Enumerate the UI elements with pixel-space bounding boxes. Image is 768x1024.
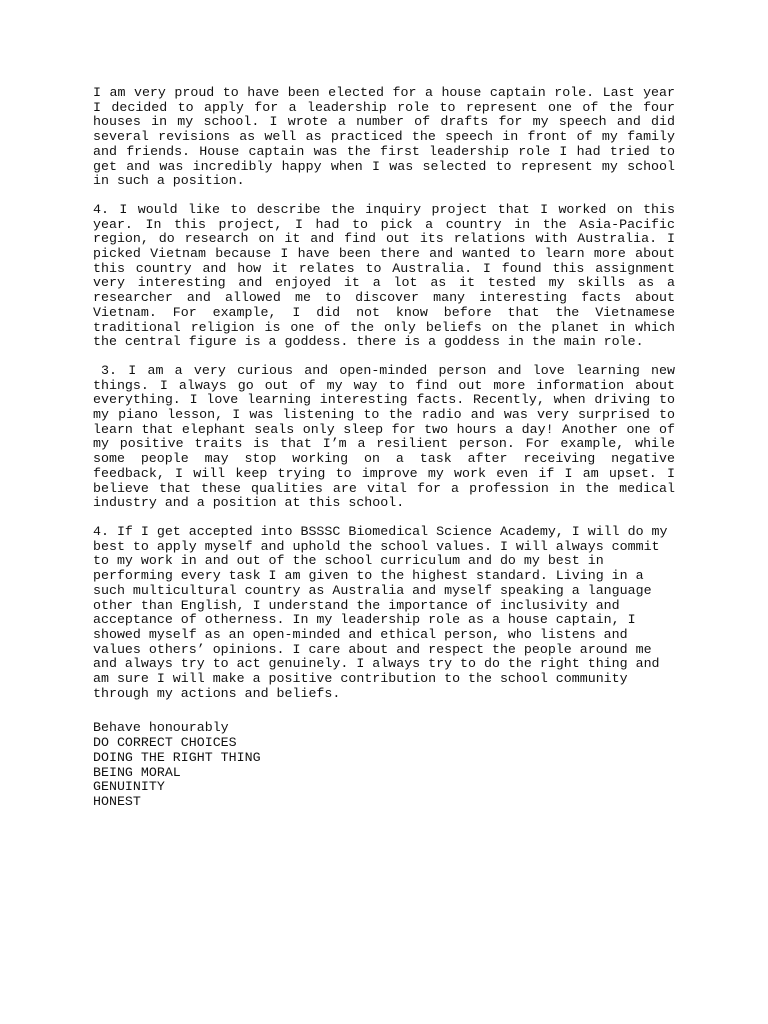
values-list-item: BEING MORAL bbox=[93, 764, 181, 780]
values-list-item: Behave honourably bbox=[93, 720, 229, 736]
paragraph-school-values: 4. If I get accepted into BSSSC Biomedical Science Academy, I will do my best to apply myself and uphold the school values. I will always commit to my work in and out of the school curriculum and do my best in performing every task I am given to the highest standard. Living in a such multicultural country as Australia and myself speaking a language other than English, I understand the importance of inclusivity and acceptance of otherness. In my leadership role as a house captain, I showed myself as an open-minded and ethical person, who listens and values others’ opinions. I care about and respect the people around me and always try to act genuinely. I always try to do the right thing and am sure I will make a positive contribution to the school community through my actions and beliefs. bbox=[93, 523, 668, 701]
paragraph-inquiry-project: 4. I would like to describe the inquiry project that I worked on this year. In this project, I had to pick a country in the Asia-Pacific region, do research on it and find out its relations with Australia. I picked Vietnam because I have been there and wanted to learn more about this country and how it relates to Australia. I found this assignment very interesting and enjoyed it a lot as it tested my skills as a researcher and allowed me to discover many interesting facts about Vietnam. For example, I did not know before that the Vietnamese traditional religion is one of the only beliefs on the planet in which the central figure is a goddess. there is a goddess in the main role. bbox=[93, 201, 675, 350]
values-list-item: GENUINITY bbox=[93, 779, 165, 795]
values-list-item: DOING THE RIGHT THING bbox=[93, 749, 261, 765]
values-list-item: HONEST bbox=[93, 793, 141, 809]
values-list-item: DO CORRECT CHOICES bbox=[93, 735, 237, 751]
paragraph-house-captain: I am very proud to have been elected for a house captain role. Last year I decided to apply for a leadership role to represent one of the four houses in my school. I wrote a number of drafts for my speech and did several revisions as well as practiced the speech in front of my family and friends. House captain was the first leadership role I had tried to get and was incredibly happy when I was selected to represent my school in such a position. bbox=[93, 85, 675, 189]
paragraph-personal-qualities: 3. I am a very curious and open-minded person and love learning new things. I always go out of my way to find out more information about everything. I love learning interesting facts. Recently, when driving to my piano lesson, I was listening to the radio and was very surprised to learn that elephant seals only sleep for two hours a day! Another one of my positive traits is that I’m a resilient person. For example, while some people may stop working on a task after receiving negative feedback, I will keep trying to improve my work even if I am upset. I believe that these qualities are vital for a profession in the medical industry and a position at this school. bbox=[93, 362, 675, 511]
document-page bbox=[93, 86, 675, 810]
values-list bbox=[93, 721, 675, 809]
